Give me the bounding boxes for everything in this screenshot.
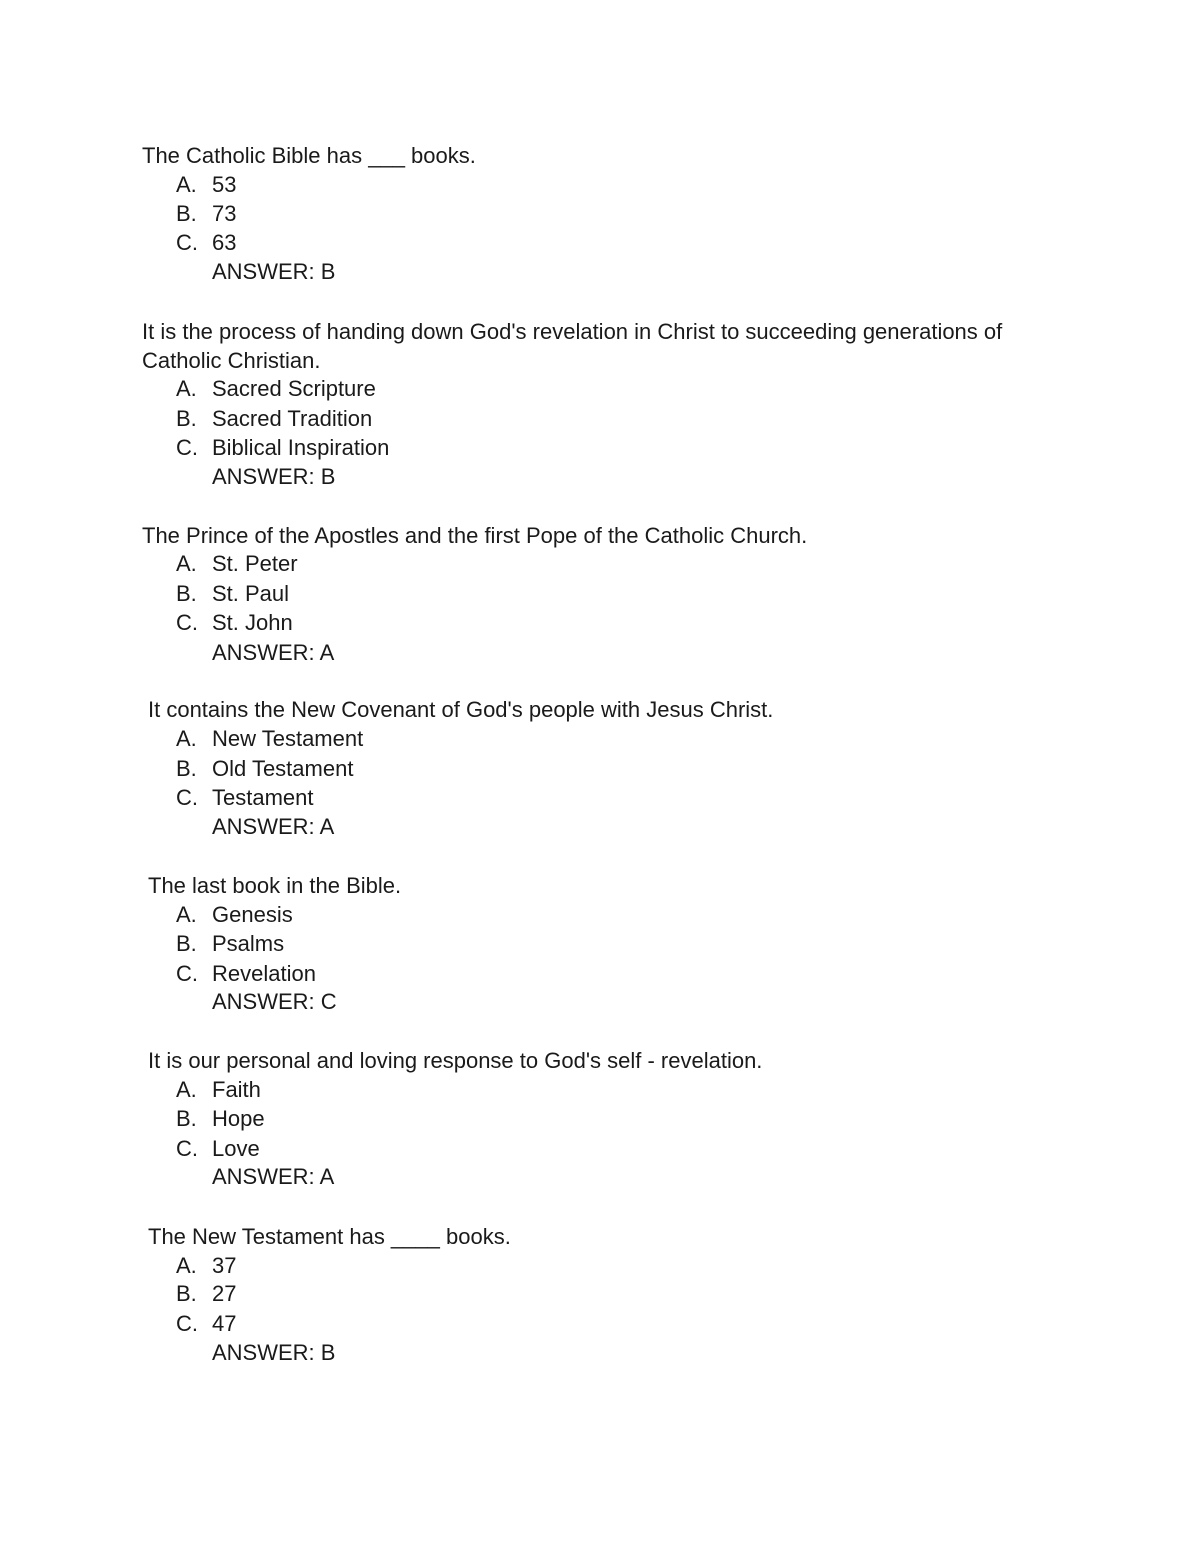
option-letter: A. [176,1077,197,1102]
option-text: 73 [212,201,237,226]
option-letter: B. [176,756,197,781]
option-text: 63 [212,230,237,255]
option-letter: C. [176,610,198,635]
option-a [176,1075,261,1104]
option-text: Sacred Scripture [212,376,376,401]
option-a [176,374,376,403]
question-text: It contains the New Covenant of God's people with Jesus Christ. [148,697,774,722]
option-c [176,433,389,462]
option-b [176,1104,265,1133]
option-b [176,754,353,783]
option-letter: B. [176,201,197,226]
option-letter: C. [176,230,198,255]
option-letter: B. [176,1106,197,1131]
answer-line: ANSWER: A [212,1164,335,1189]
option-b [176,199,236,228]
answer-line: ANSWER: B [212,259,336,284]
option-letter: B. [176,931,197,956]
option-c [176,783,314,812]
option-text: Genesis [212,902,293,927]
option-a [176,1251,236,1280]
answer-line: ANSWER: A [212,814,335,839]
question-text: It is our personal and loving response to God's self - revelation. [148,1048,763,1073]
option-letter: C. [176,785,198,810]
question-text: The Catholic Bible has ___ books. [142,143,476,168]
option-c [176,1134,260,1163]
option-c [176,228,236,257]
option-a [176,724,363,753]
option-letter: A. [176,551,197,576]
option-letter: B. [176,1281,197,1306]
answer-line: ANSWER: B [212,464,336,489]
option-a [176,900,293,929]
option-b [176,404,372,433]
option-text: Faith [212,1077,261,1102]
option-text: Revelation [212,961,316,986]
option-text: New Testament [212,726,364,751]
option-letter: A. [176,172,197,197]
option-text: Testament [212,785,314,810]
option-text: Psalms [212,931,285,956]
option-c [176,1309,236,1338]
answer-line: ANSWER: C [212,989,337,1014]
option-letter: C. [176,1136,198,1161]
option-a [176,549,298,578]
option-b [176,579,289,608]
answer-line: ANSWER: A [212,640,335,665]
option-text: 37 [212,1253,237,1278]
option-letter: C. [176,961,198,986]
option-letter: A. [176,726,197,751]
option-a [176,170,236,199]
option-b [176,1279,236,1308]
option-text: St. Paul [212,581,290,606]
option-letter: C. [176,435,198,460]
option-letter: B. [176,581,197,606]
option-letter: A. [176,376,197,401]
option-letter: C. [176,1311,198,1336]
option-b [176,929,284,958]
option-c [176,608,293,637]
option-text: St. John [212,610,293,635]
option-letter: A. [176,1253,197,1278]
option-text: Love [212,1136,260,1161]
option-c [176,959,316,988]
question-text: It is the process of handing down God's revelation in Christ to succeeding generations of Catholic Christian. [142,319,1003,373]
option-text: Sacred Tradition [212,406,373,431]
option-text: 27 [212,1281,237,1306]
option-text: Hope [212,1106,265,1131]
question-text: The New Testament has ____ books. [148,1224,511,1249]
option-letter: B. [176,406,197,431]
option-letter: A. [176,902,197,927]
question-text: The Prince of the Apostles and the first Pope of the Catholic Church. [142,523,808,548]
option-text: Biblical Inspiration [212,435,390,460]
option-text: 47 [212,1311,237,1336]
answer-line: ANSWER: B [212,1340,336,1365]
option-text: St. Peter [212,551,298,576]
option-text: 53 [212,172,237,197]
question-text: The last book in the Bible. [148,873,402,898]
option-text: Old Testament [212,756,354,781]
